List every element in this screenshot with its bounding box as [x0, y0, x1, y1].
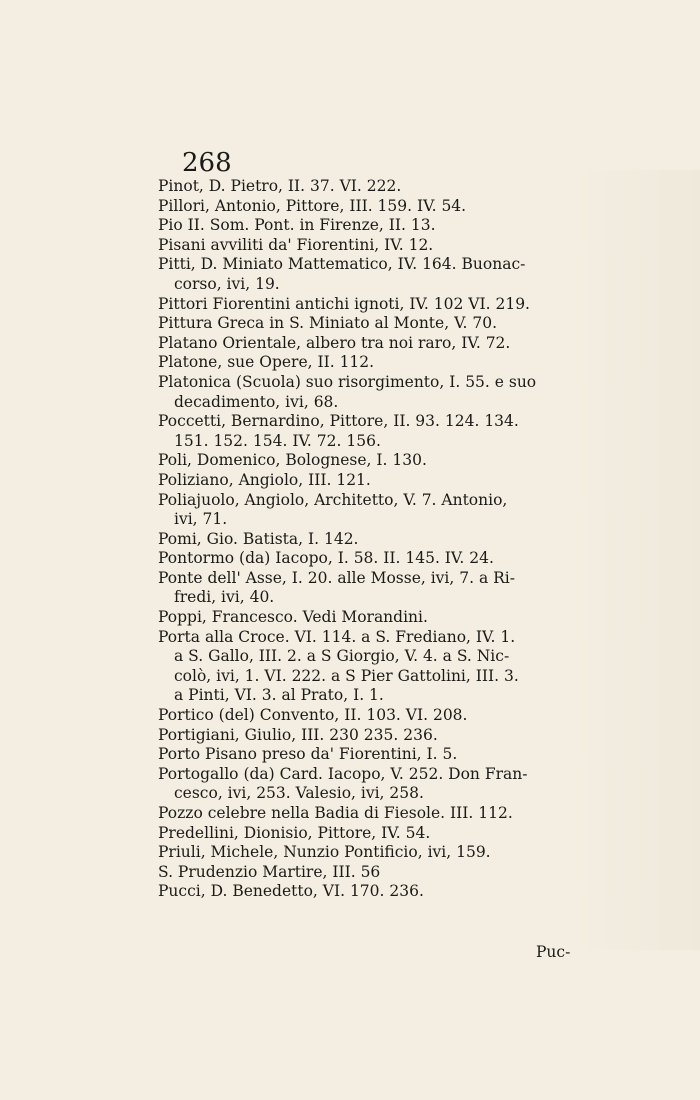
- index-entry-line: S. Prudenzio Martire, III. 56: [158, 862, 381, 881]
- index-entry-continuation: cesco, ivi, 253. Valesio, ivi, 258.: [174, 784, 424, 803]
- index-entry: [158, 177, 598, 197]
- index-entry-line: Portico (del) Convento, II. 103. VI. 208.: [158, 706, 468, 725]
- index-entry: [158, 412, 598, 451]
- index-entry: [158, 197, 598, 217]
- index-entry-line: Poppi, Francesco. Vedi Morandini.: [158, 608, 428, 627]
- index-entry-line: Pillori, Antonio, Pittore, III. 159. IV. 54.: [158, 196, 467, 215]
- index-entry-continuation: a S. Gallo, III. 2. a S Giorgio, V. 4. a S. Nic-: [174, 647, 510, 666]
- index-entry: [158, 353, 598, 373]
- index-entry: [158, 726, 598, 746]
- index-entry-line: Pinot, D. Pietro, II. 37. VI. 222.: [158, 177, 402, 195]
- index-entry-continuation: colò, ivi, 1. VI. 222. a S Pier Gattolini, III. 3.: [174, 666, 519, 685]
- index-entry-continuation: 151. 152. 154. IV. 72. 156.: [174, 431, 381, 450]
- index-entry: [158, 314, 598, 334]
- page-number: 268: [182, 148, 232, 178]
- index-entry-line: Pozzo celebre nella Badia di Fiesole. III. 112.: [158, 804, 513, 822]
- index-entry: [158, 765, 598, 804]
- index-entry-line: Porta alla Croce. VI. 114. a S. Frediano, IV. 1.: [158, 627, 516, 646]
- index-entry: [158, 530, 598, 550]
- index-entry-line: Pomi, Gio. Batista, I. 142.: [158, 529, 359, 548]
- index-entry-line: Portigiani, Giulio, III. 230 235. 236.: [158, 725, 438, 744]
- index-entry-line: Poccetti, Bernardino, Pittore, II. 93. 124. 134.: [158, 412, 519, 431]
- index-entry: [158, 824, 598, 844]
- index-entry: [158, 373, 598, 412]
- index-entry-line: Pio II. Som. Pont. in Firenze, II. 13.: [158, 216, 436, 235]
- index-entry: [158, 295, 598, 315]
- index-entry: [158, 804, 598, 824]
- index-entry: [158, 706, 598, 726]
- index-entry: [158, 491, 598, 530]
- index-entry: [158, 471, 598, 491]
- index-entry-continuation: decadimento, ivi, 68.: [174, 392, 339, 411]
- index-entry: [158, 451, 598, 471]
- index-entry-line: Poli, Domenico, Bolognese, I. 130.: [158, 451, 427, 470]
- index-entry: [158, 255, 598, 294]
- index-entry-line: Predellini, Dionisio, Pittore, IV. 54.: [158, 823, 431, 842]
- index-entry-line: Pitti, D. Miniato Mattematico, IV. 164. Buonac-: [158, 255, 526, 274]
- index-entries: [158, 177, 598, 902]
- index-entry-line: Porto Pisano preso da' Fiorentini, I. 5.: [158, 745, 458, 764]
- index-entry: [158, 882, 598, 902]
- index-entry: [158, 863, 598, 883]
- index-entry-line: Pittori Fiorentini antichi ignoti, IV. 102 VI. 219.: [158, 294, 530, 313]
- index-entry-line: Poliziano, Angiolo, III. 121.: [158, 470, 371, 489]
- index-entry: [158, 608, 598, 628]
- index-entry-line: Platonica (Scuola) suo risorgimento, I. 55. e suo: [158, 372, 537, 391]
- index-entry-continuation: a Pinti, VI. 3. al Prato, I. 1.: [174, 686, 384, 705]
- index-entry-line: Portogallo (da) Card. Iacopo, V. 252. Don Fran-: [158, 764, 528, 783]
- index-entry: [158, 549, 598, 569]
- index-entry-line: Pontormo (da) Iacopo, I. 58. II. 145. IV. 24.: [158, 549, 494, 568]
- index-entry: [158, 843, 598, 863]
- index-entry: [158, 334, 598, 354]
- index-entry: [158, 569, 598, 608]
- index-entry-continuation: ivi, 71.: [174, 510, 228, 529]
- index-entry-line: Platano Orientale, albero tra noi raro, IV. 72.: [158, 333, 511, 352]
- index-entry-continuation: fredi, ivi, 40.: [174, 588, 275, 607]
- index-entry-continuation: corso, ivi, 19.: [174, 274, 280, 293]
- index-entry-line: Pucci, D. Benedetto, VI. 170. 236.: [158, 882, 424, 901]
- index-entry-line: Pittura Greca in S. Miniato al Monte, V. 70.: [158, 314, 498, 333]
- index-entry-line: Poliajuolo, Angiolo, Architetto, V. 7. Antonio,: [158, 490, 508, 509]
- index-entry: [158, 216, 598, 236]
- index-entry-line: Ponte dell' Asse, I. 20. alle Mosse, ivi, 7. a Ri-: [158, 568, 515, 587]
- index-entry-line: Platone, sue Opere, II. 112.: [158, 353, 375, 372]
- index-entry-line: Priuli, Michele, Nunzio Pontificio, ivi, 159.: [158, 843, 491, 862]
- index-entry: [158, 236, 598, 256]
- catchword: Puc-: [536, 943, 571, 961]
- index-entry: [158, 745, 598, 765]
- index-entry: [158, 628, 598, 706]
- index-entry-line: Pisani avviliti da' Fiorentini, IV. 12.: [158, 235, 434, 254]
